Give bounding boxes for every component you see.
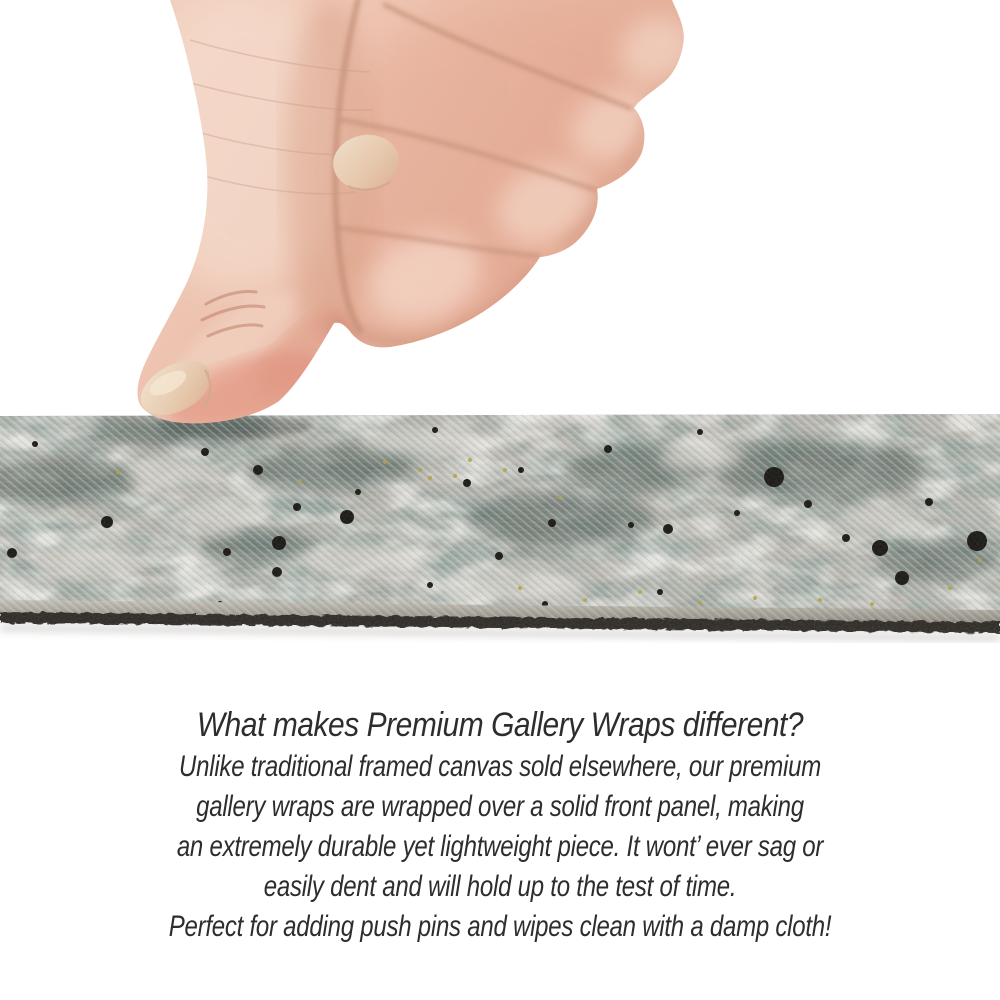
body-line-4: easily dent and will hold up to the test of time.: [263, 870, 737, 903]
headline: What makes Premium Gallery Wraps different?: [196, 706, 804, 744]
hand-photo: [132, 0, 720, 443]
canvas-grain: [0, 412, 1000, 636]
body-line-3: an extremely durable yet lightweight piece. It wont’ ever sag or: [176, 830, 824, 863]
canvas-strip: [0, 410, 1000, 641]
copy-block: [0, 703, 1000, 947]
body-line-2: gallery wraps are wrapped over a solid front panel, making: [196, 790, 804, 823]
body-line-1: Unlike traditional framed canvas sold elsewhere, our premium: [179, 750, 821, 783]
body-line-5: Perfect for adding push pins and wipes clean with a damp cloth!: [168, 910, 832, 943]
